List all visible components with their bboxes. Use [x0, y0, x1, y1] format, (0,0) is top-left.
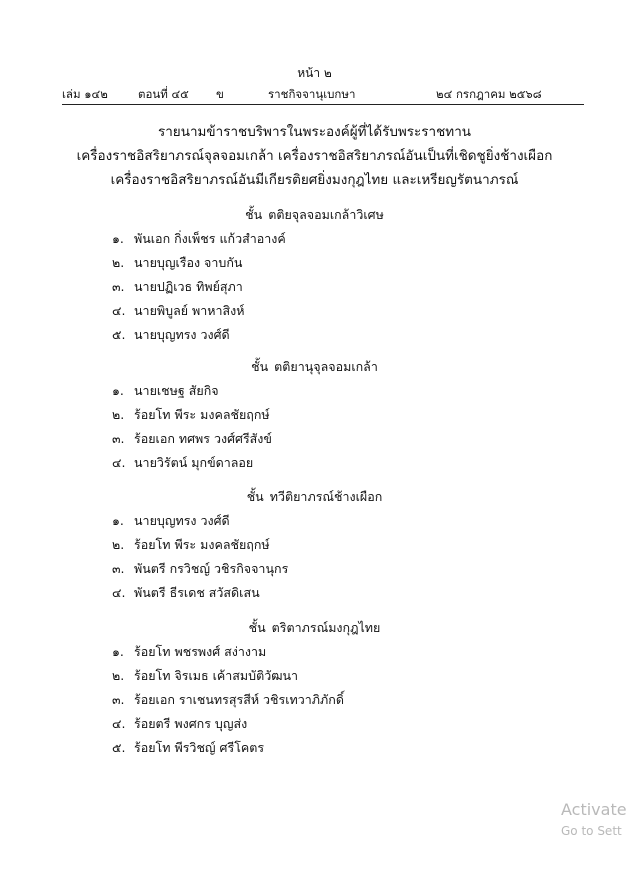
item-number: ๔. — [112, 455, 126, 470]
item-name: นายบุญทรง วงศ์ดี — [134, 513, 230, 528]
section-heading — [0, 357, 629, 377]
section-title: ทวีติยาภรณ์ช้างเผือก — [269, 489, 383, 504]
item-name: นายวิรัตน์ มุกข์ดาลอย — [134, 455, 254, 470]
list-item — [112, 642, 266, 662]
item-name: ร้อยโท พชรพงศ์ สง่างาม — [134, 644, 267, 659]
section-prefix: ชั้น — [251, 359, 269, 374]
section-title: ตริตาภรณ์มงกุฎไทย — [271, 620, 381, 635]
item-name: พันเอก กิ่งเพ็ชร แก้วสำอางค์ — [134, 231, 286, 246]
list-item — [112, 690, 344, 710]
item-name: นายปฏิเวธ ทิพย์สุภา — [134, 279, 243, 294]
item-number: ๓. — [112, 561, 125, 576]
list-item — [112, 405, 270, 425]
list-item — [112, 381, 219, 401]
item-number: ๑. — [112, 644, 124, 659]
item-name: นายบุญทรง วงศ์ดี — [134, 327, 230, 342]
list-item — [112, 559, 288, 579]
list-item — [112, 714, 247, 734]
item-name: ร้อยโท จิรเมธ เค้าสมบัติวัฒนา — [134, 668, 299, 683]
list-item — [112, 738, 264, 758]
item-number: ๒. — [112, 255, 125, 270]
section-prefix: ชั้น — [246, 489, 264, 504]
title-line-3: เครื่องราชอิสริยาภรณ์อันมีเกียรติยศยิ่งมงกุฎไทย และเหรียญรัตนาภรณ์ — [110, 172, 519, 188]
item-name: ร้อยเอก ราเชนทรสุรสีห์ วชิรเทวาภิภักดิ์ — [134, 692, 344, 707]
list-item — [112, 583, 260, 603]
item-number: ๔. — [112, 303, 126, 318]
section-prefix: ชั้น — [248, 620, 266, 635]
item-name: ร้อยโท พีรวิชญ์ ศรีโคตร — [134, 740, 265, 755]
header-section: ข — [216, 87, 224, 101]
item-number: ๕. — [112, 740, 126, 755]
list-item — [112, 429, 272, 449]
item-name: ร้อยโท พีระ มงคลชัยฤกษ์ — [134, 407, 270, 422]
header-gazette-name: ราชกิจจานุเบกษา — [268, 87, 356, 101]
list-item — [112, 325, 230, 345]
item-name: พันตรี กรวิชญ์ วชิรกิจจานุกร — [134, 561, 289, 576]
list-item — [112, 666, 298, 686]
list-item — [112, 253, 242, 273]
list-item — [112, 277, 243, 297]
item-number: ๑. — [112, 513, 124, 528]
list-item — [112, 301, 245, 321]
item-name: ร้อยตรี พงศกร บุญส่ง — [134, 716, 248, 731]
list-item — [112, 511, 230, 531]
section-heading — [0, 487, 629, 507]
item-name: นายบุญเรือง จาบกัน — [134, 255, 243, 270]
item-number: ๒. — [112, 537, 125, 552]
header-volume: เล่ม ๑๔๒ — [62, 87, 108, 101]
item-name: ร้อยโท พีระ มงคลชัยฤกษ์ — [134, 537, 270, 552]
item-number: ๑. — [112, 383, 124, 398]
header-date: ๒๔ กรกฎาคม ๒๕๖๘ — [436, 87, 542, 101]
item-number: ๔. — [112, 716, 126, 731]
item-name: ร้อยเอก ทศพร วงศ์ศรีสังข์ — [134, 431, 272, 446]
item-number: ๓. — [112, 279, 125, 294]
item-number: ๑. — [112, 231, 124, 246]
activation-watermark-link[interactable]: Go to Sett — [561, 824, 622, 838]
section-prefix: ชั้น — [245, 207, 263, 222]
activation-watermark-title: Activate — [561, 800, 627, 819]
page-number: หน้า ๒ — [297, 66, 332, 80]
item-number: ๒. — [112, 668, 125, 683]
item-number: ๒. — [112, 407, 125, 422]
list-item — [112, 535, 270, 555]
list-item — [112, 229, 286, 249]
item-name: พันตรี ธีรเดช สวัสดิเสน — [134, 585, 260, 600]
item-name: นายพิบูลย์ พาหาสิงห์ — [134, 303, 245, 318]
section-heading — [0, 205, 629, 225]
list-item — [112, 453, 253, 473]
item-number: ๕. — [112, 327, 126, 342]
title-line-1: รายนามข้าราชบริพารในพระองค์ผู้ที่ได้รับพระราชทาน — [157, 124, 472, 140]
item-number: ๓. — [112, 692, 125, 707]
item-number: ๔. — [112, 585, 126, 600]
title-line-2: เครื่องราชอิสริยาภรณ์จุลจอมเกล้า เครื่องราชอิสริยาภรณ์อันเป็นที่เชิดชูยิ่งช้างเผือก — [76, 148, 553, 164]
section-title: ตติยจุลจอมเกล้าวิเศษ — [268, 207, 384, 222]
header-issue: ตอนที่ ๔๕ — [138, 87, 189, 101]
item-number: ๓. — [112, 431, 125, 446]
section-heading — [0, 618, 629, 638]
item-name: นายเชษฐ สัยกิจ — [134, 383, 219, 398]
section-title: ตติยานุจุลจอมเกล้า — [274, 359, 378, 374]
header-rule — [62, 104, 584, 105]
